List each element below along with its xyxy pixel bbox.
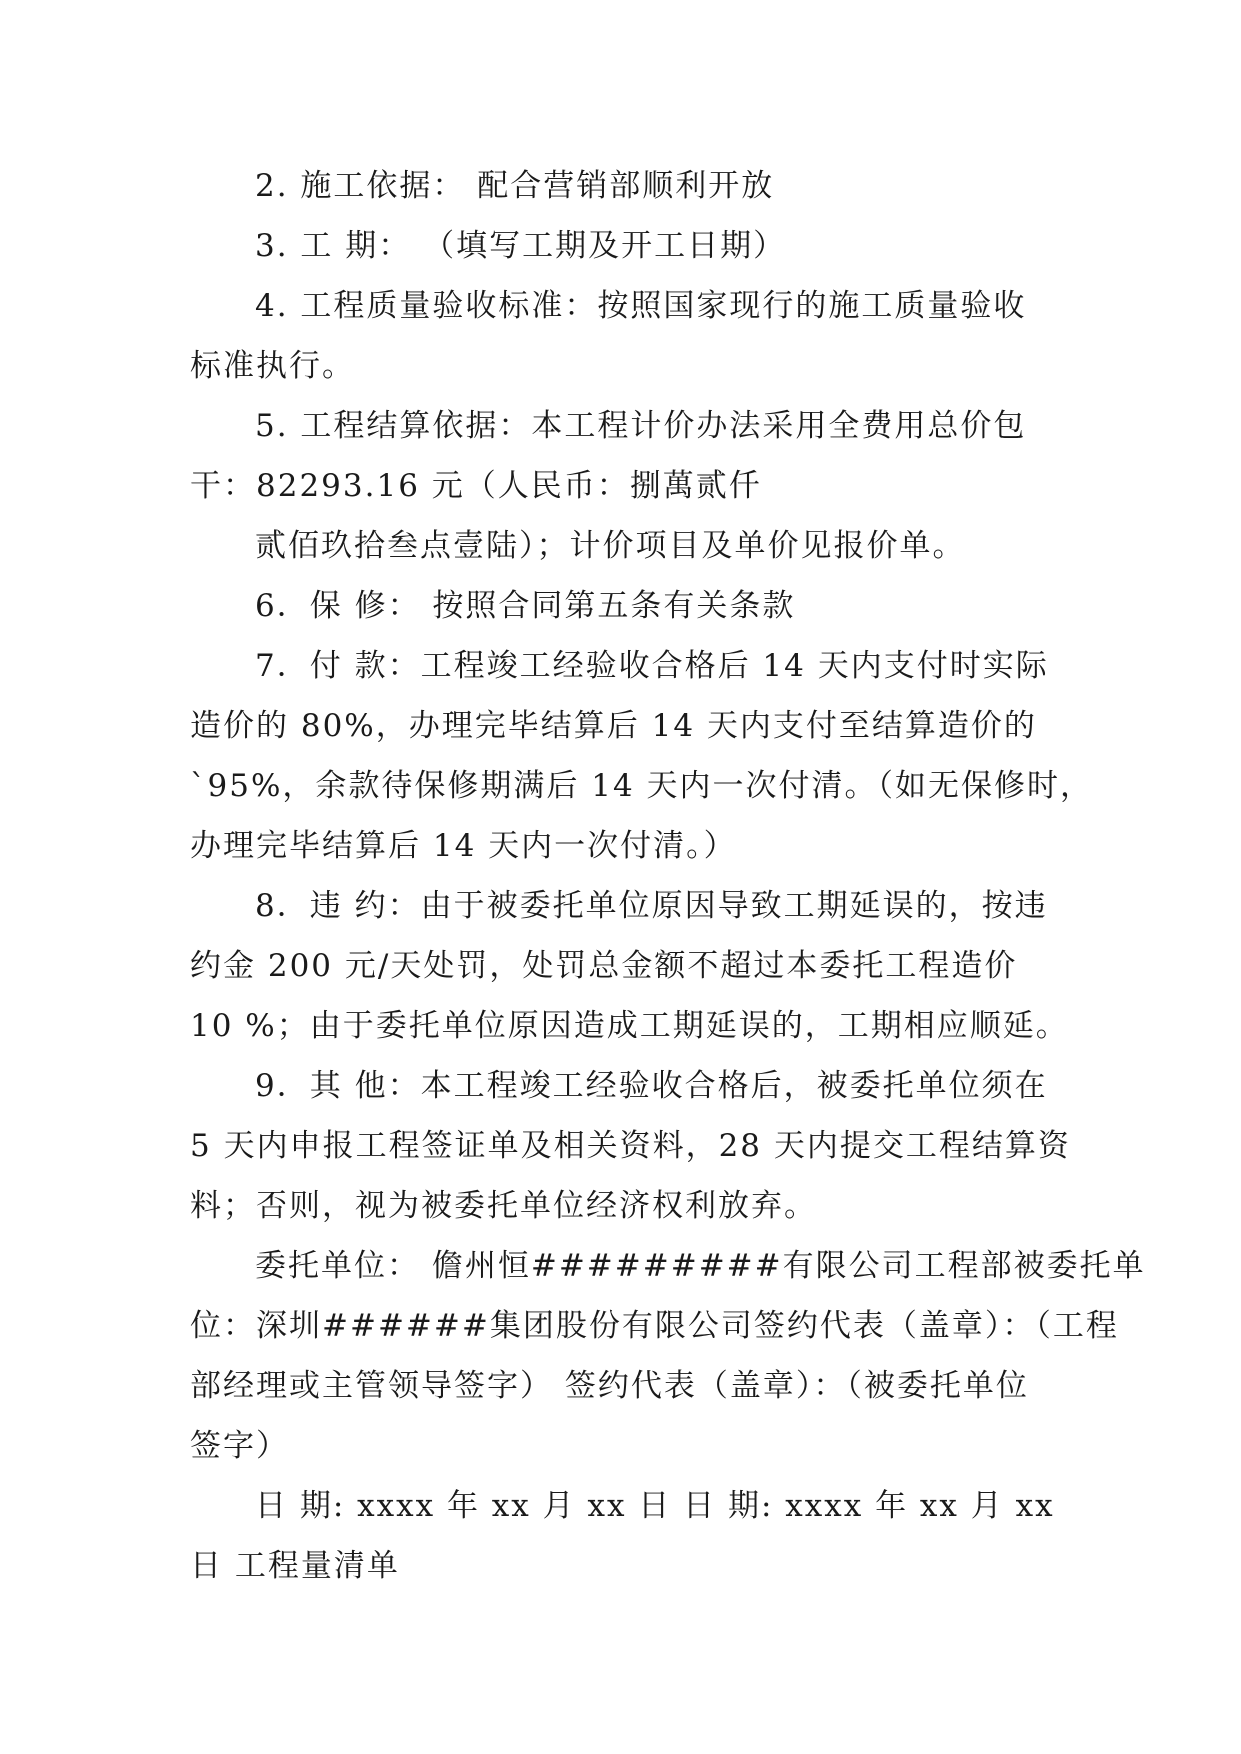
- clause-7-payment-line-2: 造价的 80%，办理完毕结算后 14 天内支付至结算造价的: [190, 708, 1037, 744]
- clause-4-quality-line-2: 标准执行。: [190, 348, 355, 384]
- signatory-line-1: 委托单位： 儋州恒#########有限公司工程部被委托单: [255, 1248, 1146, 1284]
- signatory-line-2: 位：深圳######集团股份有限公司签约代表（盖章）：（工程: [190, 1308, 1119, 1344]
- signatory-line-4: 签字）: [190, 1428, 289, 1464]
- date-line-2: 日 工程量清单: [190, 1548, 400, 1584]
- clause-7-payment-line-4: 办理完毕结算后 14 天内一次付清。）: [190, 828, 737, 864]
- clause-2-construction-basis: 2. 施工依据： 配合营销部顺利开放: [255, 168, 775, 204]
- clause-6-warranty: 6．保 修： 按照合同第五条有关条款: [255, 588, 796, 624]
- date-line-1: 日 期: xxxx 年 xx 月 xx 日 日 期: xxxx 年 xx 月 xx: [255, 1488, 1055, 1524]
- clause-9-other-line-1: 9．其 他：本工程竣工经验收合格后，被委托单位须在: [255, 1068, 1048, 1104]
- clause-9-other-line-2: 5 天内申报工程签证单及相关资料，28 天内提交工程结算资: [190, 1128, 1071, 1164]
- clause-4-quality-line-1: 4. 工程质量验收标准：按照国家现行的施工质量验收: [255, 288, 1027, 324]
- clause-5-settlement-line-2: 干：82293.16 元（人民币：捌萬贰仟: [190, 468, 762, 504]
- clause-9-other-line-3: 料；否则，视为被委托单位经济权利放弃。: [190, 1188, 817, 1224]
- clause-8-breach-line-3: 10 %；由于委托单位原因造成工期延误的，工期相应顺延。: [190, 1008, 1069, 1044]
- clause-8-breach-line-2: 约金 200 元/天处罚，处罚总金额不超过本委托工程造价: [190, 948, 1018, 984]
- clause-7-payment-line-1: 7．付 款：工程竣工经验收合格后 14 天内支付时实际: [255, 648, 1049, 684]
- clause-7-payment-line-3: `95%，余款待保修期满后 14 天内一次付清。（如无保修时，: [190, 768, 1094, 804]
- clause-8-breach-line-1: 8．违 约：由于被委托单位原因导致工期延误的，按违: [255, 888, 1048, 924]
- clause-3-duration: 3. 工 期： （填写工期及开工日期）: [255, 228, 787, 264]
- signatory-line-3: 部经理或主管领导签字） 签约代表（盖章）：（被委托单位: [190, 1368, 1029, 1404]
- clause-5-settlement-line-3: 贰佰玖拾叁点壹陆）；计价项目及单价见报价单。: [255, 528, 966, 564]
- clause-5-settlement-line-1: 5. 工程结算依据：本工程计价办法采用全费用总价包: [255, 408, 1027, 444]
